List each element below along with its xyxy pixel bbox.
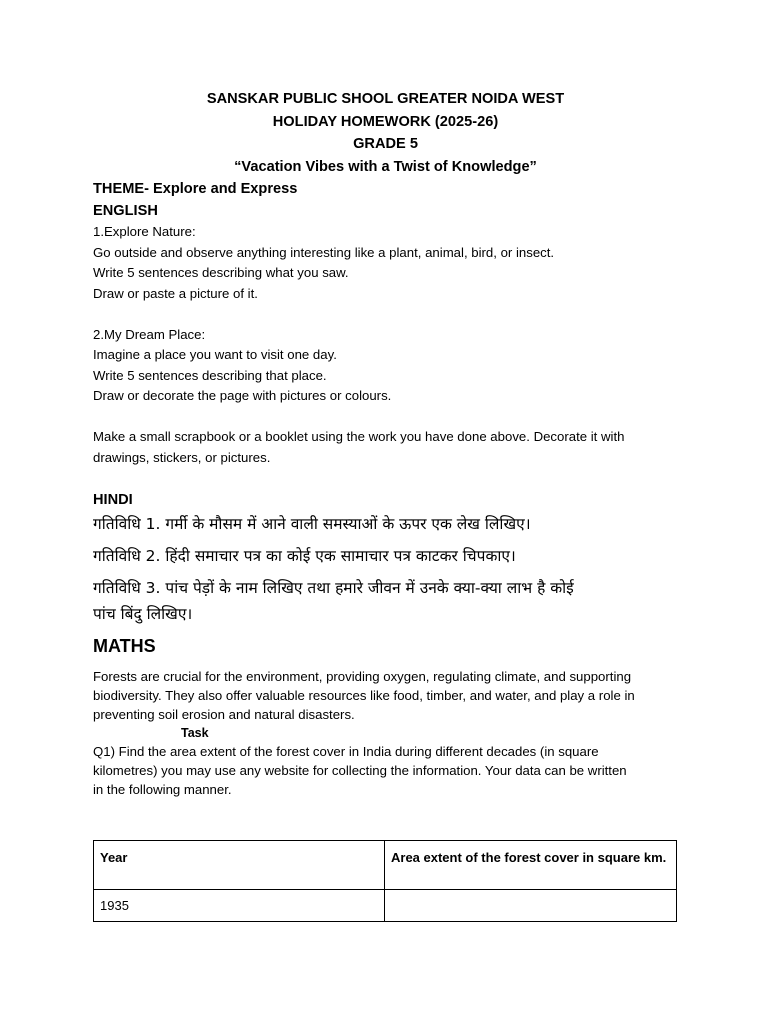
hindi-heading: HINDI [93, 491, 133, 508]
table-header-row [94, 841, 677, 890]
english-activity2-line: Draw or decorate the page with pictures or colours. [93, 388, 392, 403]
hindi-activity3-line2: पांच बिंदु लिखिए। [93, 604, 193, 623]
maths-intro-line: Forests are crucial for the environment, providing oxygen, regulating climate, and supporting [93, 668, 632, 684]
task-label: Task [181, 725, 209, 740]
document-page [93, 88, 678, 799]
q1-line: kilometres) you may use any website for collecting the information. Your data can be written [93, 762, 627, 778]
q1-line: Q1) Find the area extent of the forest cover in India during different decades (in square [93, 743, 599, 759]
english-activity1-title: 1.Explore Nature: [93, 224, 196, 239]
hindi-activity3-line1: गतिविधि 3. पांच पेड़ों के नाम लिखिए तथा हमारे जीवन में उनके क्या-क्या लाभ है कोई [93, 578, 574, 597]
hindi-activity1: गतिविधि 1. गर्मी के मौसम में आने वाली समस्याओं के ऊपर एक लेख लिखिए। [93, 514, 531, 533]
table-cell-area [385, 890, 677, 922]
english-activity1-line: Draw or paste a picture of it. [93, 285, 258, 301]
hindi-activity2: गतिविधि 2. हिंदी समाचार पत्र का कोई एक सामाचार पत्र काटकर चिपकाए। [93, 546, 516, 565]
table-cell-year: 1935 [94, 890, 385, 922]
table-header-year: Year [94, 841, 385, 890]
tagline: “Vacation Vibes with a Twist of Knowledge” [234, 158, 537, 175]
scrapbook-line: drawings, stickers, or pictures. [93, 449, 271, 465]
english-activity1-line: Go outside and observe anything interesting like a plant, animal, bird, or insect. [93, 244, 555, 260]
table-header-area: Area extent of the forest cover in square km. [385, 841, 677, 890]
forest-cover-table [93, 840, 677, 922]
english-activity1-line: Write 5 sentences describing what you saw. [93, 265, 349, 280]
english-activity2-line: Imagine a place you want to visit one day. [93, 347, 337, 362]
maths-intro-line: biodiversity. They also offer valuable resources like food, timber, and water, and play a role in [93, 687, 635, 703]
theme-heading: THEME- Explore and Express [93, 181, 298, 197]
school-name: SANSKAR PUBLIC SHOOL GREATER NOIDA WEST [206, 91, 565, 107]
maths-intro-line: preventing soil erosion and natural disasters. [93, 706, 355, 722]
scrapbook-line: Make a small scrapbook or a booklet using the work you have done above. Decorate it with [93, 429, 625, 444]
maths-heading: MATHS [93, 635, 156, 656]
english-heading: ENGLISH [93, 203, 158, 219]
homework-title: HOLIDAY HOMEWORK (2025-26) [272, 113, 499, 130]
grade-label: GRADE 5 [353, 136, 418, 152]
english-activity2-line: Write 5 sentences describing that place. [93, 367, 327, 383]
table-row [94, 890, 677, 922]
q1-line: in the following manner. [93, 781, 232, 797]
english-activity2-title: 2.My Dream Place: [93, 326, 206, 342]
